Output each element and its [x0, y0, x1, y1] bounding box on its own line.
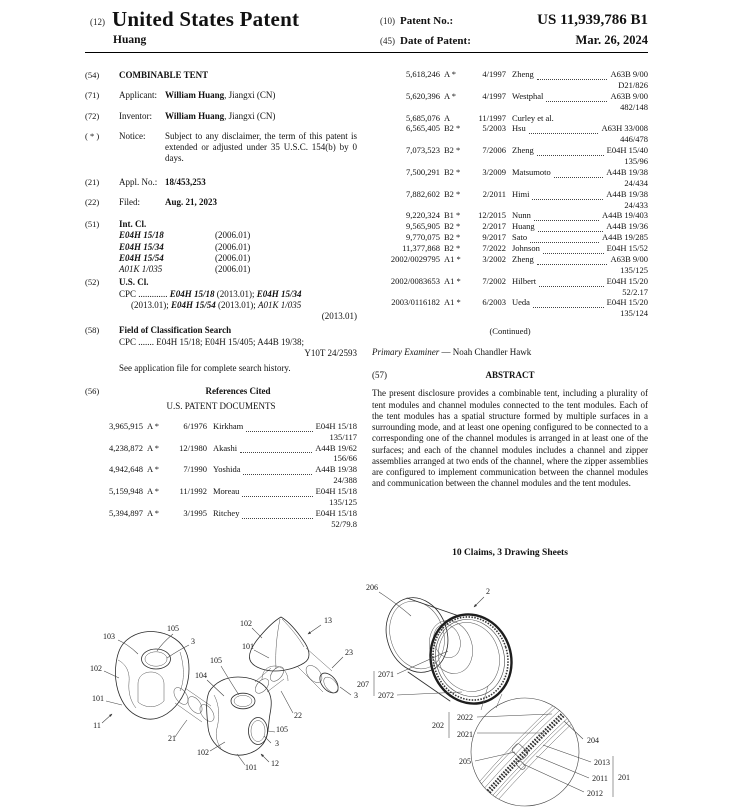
- ref-number: 5,618,246: [406, 69, 440, 79]
- ref-classification: A63H 33/008: [601, 123, 648, 134]
- ref-date: 6/2003: [482, 297, 506, 308]
- ref-inventor: Kirkham: [213, 420, 244, 431]
- ref-kind-code: B1 *: [444, 210, 461, 221]
- ref-inventor: Ritchey: [213, 507, 240, 518]
- ref-kind-code: B2 *: [444, 188, 461, 199]
- ref-kind-code: B2 *: [444, 221, 461, 232]
- fig2-label-2022: 2022: [457, 713, 473, 722]
- cpc-line-1: [119, 289, 357, 300]
- fig1-label-102c: 102: [197, 748, 209, 757]
- applicant-location: , Jiangxi (CN): [224, 90, 276, 101]
- ref-classification-cont: 482/148: [620, 101, 648, 112]
- ref-inventor: Himi: [512, 188, 530, 199]
- ref-main: [207, 421, 357, 432]
- ref-classification-cont: 52/79.8: [331, 518, 357, 529]
- ref-main: [506, 210, 648, 221]
- fig2-label-2012: 2012: [587, 789, 603, 798]
- fig2-label-202: 202: [432, 721, 444, 730]
- class-code: E04H 15/18: [119, 230, 164, 241]
- ref-inventor: Sato: [512, 232, 528, 243]
- ref-classification: A44B 19/285: [601, 232, 648, 243]
- inid-22: (22): [85, 196, 100, 207]
- inid-code-10: (10): [380, 16, 395, 26]
- primary-examiner-label: Primary Examiner: [372, 346, 440, 357]
- patent-date-row: [380, 33, 648, 48]
- ref-inventor: Ueda: [512, 297, 530, 308]
- ref-classification: E04H 15/20: [606, 275, 648, 286]
- reference-row: [372, 297, 648, 319]
- zipper-detail-circle: [471, 698, 579, 808]
- field-71-applicant: [85, 90, 357, 101]
- ref-main: [506, 145, 648, 156]
- inventor-value: [165, 111, 357, 122]
- ref-number: 4,238,872: [109, 442, 143, 453]
- ref-date: 11/1997: [478, 112, 506, 123]
- ref-classification: A44B 19/38: [606, 166, 648, 177]
- ref-inventor: Zheng: [512, 145, 534, 156]
- search-line-1: CPC ....... E04H 15/18; E04H 15/405; A44B 19/38;: [119, 336, 305, 347]
- inid-51: (51): [85, 219, 100, 229]
- ref-inventor: Nunn: [512, 210, 531, 221]
- fig2-label-2072: 2072: [378, 691, 394, 700]
- ref-kind-code: A *: [147, 486, 160, 496]
- ref-number: 5,159,948: [109, 486, 143, 496]
- ref-classification: E04H 15/18: [315, 420, 357, 431]
- ref-kind-code: A *: [147, 420, 160, 431]
- ref-inventor: Matsumoto: [512, 166, 551, 177]
- cpc-version: (2013.01);: [214, 288, 257, 299]
- ref-date: 7/2022: [482, 243, 506, 253]
- ref-classification-cont: 24/433: [624, 199, 648, 210]
- ref-inventor: Hsu: [512, 123, 526, 134]
- ref-main: [207, 443, 357, 454]
- ref-classification-cont: 24/434: [624, 177, 648, 188]
- ref-number: 5,620,396: [406, 90, 440, 101]
- patent-number: US 11,939,786 B1: [537, 12, 648, 28]
- primary-examiner-name: — Noah Chandler Hawk: [439, 346, 532, 357]
- applicant-label: Applicant:: [119, 90, 157, 101]
- ref-main: [506, 113, 648, 124]
- abstract-text: The present disclosure provides a combinable tent, including a plurality of tent modules and channel modules connected to the tent modules. Each of the tent modules has a spatial structure formed by multiple surfaces in a surrounding mode, and at least one opening configured to be connected to a corresponding one of the channel modules is arranged in at least one of the surfaces; and each of the channel modules includes a channel and zipper assemblies arranged at two ends of the channel, where the zipper assemblies are configured to implement communication between the channel modules and communication between the channel modules and the tent modules.: [372, 388, 648, 489]
- ref-date: 3/1995: [183, 507, 207, 518]
- cpc-line-3: [119, 311, 357, 322]
- inid-71: (71): [85, 90, 100, 101]
- fig2-label-206: 206: [366, 583, 378, 592]
- fig1-label-101b: 101: [242, 642, 254, 651]
- fig1-label-102b: 102: [240, 619, 252, 628]
- cpc-version: (2013.01);: [131, 299, 171, 310]
- filed-value: Aug. 21, 2023: [165, 196, 218, 207]
- references-table-right: [372, 69, 648, 319]
- inid-52: (52): [85, 277, 100, 288]
- ref-main: [506, 232, 648, 243]
- cpc-version: (2013.01);: [215, 299, 259, 310]
- inid-54: (54): [85, 70, 100, 80]
- fig1-label-105c: 105: [276, 725, 288, 734]
- ref-kind-code: B2 *: [444, 166, 461, 177]
- ref-kind-code: A *: [147, 507, 160, 518]
- int-cl-block: [119, 219, 357, 275]
- ref-kind-code: A *: [147, 464, 160, 475]
- fig1-label-3b: 3: [354, 691, 358, 700]
- ref-number: 2002/0083653: [390, 275, 440, 286]
- invention-title: COMBINABLE TENT: [119, 70, 209, 80]
- fig1-reference-numerals: [90, 616, 358, 772]
- fig1-label-23: 23: [345, 648, 353, 657]
- primary-examiner-line: [372, 347, 648, 358]
- field-56-references: [85, 386, 357, 397]
- ref-date: 5/2003: [482, 123, 506, 134]
- ref-classification: A63B 9/00: [610, 253, 648, 264]
- applicant-name: William Huang: [165, 90, 225, 101]
- us-cl-label: U.S. Cl.: [119, 277, 149, 288]
- ref-kind-code: A1 *: [444, 253, 461, 264]
- ref-classification: A44B 19/38: [606, 188, 648, 199]
- abstract-heading: ABSTRACT: [485, 370, 535, 380]
- cpc-code: E04H 15/18: [169, 288, 215, 299]
- notice-label: Notice:: [119, 130, 146, 141]
- ref-classification-cont: 135/125: [329, 496, 357, 507]
- inid-star: ( * ): [85, 130, 100, 141]
- ref-classification-cont: 24/388: [333, 475, 357, 486]
- ref-kind-code: A *: [147, 442, 160, 453]
- int-cl-row: [119, 230, 357, 241]
- fig1-label-101: 101: [92, 694, 104, 703]
- class-version: (2006.01): [215, 230, 251, 241]
- ref-kind-code: B2 *: [444, 232, 461, 243]
- ref-classification: A63B 9/00: [610, 90, 648, 101]
- us-cl-block: [119, 277, 357, 322]
- reference-row: [85, 421, 357, 443]
- reference-row: [85, 486, 357, 508]
- int-cl-label: Int. Cl.: [119, 219, 147, 229]
- search-line-3: See application file for complete search history.: [119, 363, 291, 373]
- ref-main: [506, 167, 648, 178]
- ref-date: 2/2011: [482, 188, 506, 199]
- ref-inventor: Huang: [512, 221, 535, 232]
- search-block: [119, 325, 357, 374]
- ref-main: [506, 254, 648, 265]
- class-code: A01K 1/035: [119, 264, 163, 274]
- ref-classification-cont: 52/2.17: [622, 286, 648, 297]
- ref-number: 9,220,324: [406, 210, 440, 221]
- class-version: (2006.01): [215, 252, 251, 263]
- ref-main: [506, 189, 648, 200]
- inid-code-45: (45): [380, 36, 395, 46]
- field-22-filed: [85, 197, 357, 208]
- header-right: [380, 12, 648, 52]
- reference-row: [372, 276, 648, 298]
- cpc-code: E04H 15/34: [256, 288, 302, 299]
- fig2-label-207: 207: [357, 680, 369, 689]
- ref-inventor: Hilbert: [512, 275, 537, 286]
- field-58-search: [85, 325, 357, 374]
- inid-code-12: (12): [90, 17, 105, 27]
- ref-classification-cont: 446/478: [620, 134, 648, 145]
- fig1-label-101c: 101: [245, 763, 257, 772]
- reference-row: [372, 145, 648, 167]
- ref-inventor: Yoshida: [213, 464, 241, 475]
- right-column: [372, 69, 648, 559]
- inventor-location: , Jiangxi (CN): [224, 110, 276, 121]
- ref-number: 7,500,291: [406, 166, 440, 177]
- fig1-leader-lines: [102, 625, 351, 765]
- cpc-line-2: [119, 300, 357, 311]
- ref-date: 12/2015: [478, 210, 506, 221]
- ref-inventor: Moreau: [213, 486, 240, 496]
- inid-72: (72): [85, 110, 100, 121]
- ref-classification: E04H 15/18: [315, 507, 357, 518]
- ref-main: [207, 464, 357, 475]
- ref-classification: E04H 15/18: [315, 486, 357, 496]
- field-21-appl-no: [85, 177, 357, 188]
- inid-57: (57): [372, 370, 387, 380]
- ref-kind-code: A *: [444, 69, 457, 79]
- ref-number: 6,565,405: [406, 123, 440, 134]
- ref-classification-cont: 135/96: [624, 156, 648, 166]
- reference-row: [372, 189, 648, 211]
- reference-row: [85, 464, 357, 486]
- fig1-label-21: 21: [168, 734, 176, 743]
- fig2-label-204: 204: [587, 736, 599, 745]
- search-label: Field of Classification Search: [119, 325, 232, 336]
- references-table-left: [85, 421, 357, 530]
- fig1-label-105b: 105: [210, 656, 222, 665]
- reference-row: [85, 443, 357, 465]
- ref-classification-cont: 135/117: [329, 431, 357, 442]
- cpc-prefix: CPC .............: [119, 288, 170, 299]
- field-72-inventor: [85, 111, 357, 122]
- abstract-heading-row: [372, 370, 648, 381]
- figure-channel-module: [355, 575, 650, 810]
- ref-date: 4/1997: [482, 90, 506, 101]
- ref-main: [207, 486, 357, 497]
- inid-21: (21): [85, 176, 100, 187]
- fig1-label-11: 11: [93, 721, 101, 730]
- search-line-2: Y10T 24/2593: [304, 347, 357, 358]
- reference-row: [372, 232, 648, 243]
- ref-number: 2002/0029795: [390, 253, 440, 264]
- claims-summary: 10 Claims, 3 Drawing Sheets: [452, 547, 568, 558]
- ref-date: 7/2006: [482, 145, 506, 156]
- ref-date: 2/2017: [482, 221, 506, 232]
- ref-date: 4/1997: [482, 69, 506, 79]
- us-patent-documents-heading: U.S. PATENT DOCUMENTS: [166, 400, 276, 411]
- ref-kind-code: A1 *: [444, 275, 461, 286]
- reference-row: [85, 508, 357, 530]
- appl-no-label: Appl. No.:: [119, 176, 158, 187]
- ref-classification-cont: 156/66: [333, 453, 357, 464]
- ref-main: [207, 508, 357, 519]
- ref-classification: A44B 19/62: [315, 442, 357, 453]
- cpc-code: A01K 1/035: [258, 299, 302, 310]
- channel-cylinder-drawing: [377, 590, 523, 715]
- ref-classification-cont: 135/124: [620, 308, 648, 319]
- header-rule: [85, 52, 648, 53]
- ref-main: [506, 123, 648, 134]
- ref-main: [506, 243, 648, 254]
- left-column: [85, 70, 357, 530]
- ref-date: 12/1980: [179, 442, 207, 453]
- int-cl-row: [119, 242, 357, 253]
- ref-main: [506, 69, 648, 80]
- ref-kind-code: A: [444, 112, 451, 123]
- fig2-label-201: 201: [618, 773, 630, 782]
- reference-row: [372, 243, 648, 254]
- class-code: E04H 15/34: [119, 241, 164, 252]
- ref-number: 4,942,648: [109, 464, 143, 475]
- ref-main: [506, 91, 648, 102]
- ref-inventor: Zheng: [512, 253, 534, 264]
- ref-classification: A63B 9/00: [610, 69, 648, 79]
- spacer: [614, 370, 648, 381]
- fig1-label-105: 105: [167, 624, 179, 633]
- fig2-label-2021: 2021: [457, 730, 473, 739]
- class-code: E04H 15/54: [119, 252, 164, 263]
- inid-58: (58): [85, 325, 100, 336]
- ref-kind-code: B2 *: [444, 243, 461, 253]
- fig2-label-2071: 2071: [378, 670, 394, 679]
- ref-number: 11,377,868: [402, 243, 440, 253]
- ref-inventor: Johnson: [512, 243, 540, 253]
- ref-number: 5,685,076: [406, 112, 440, 123]
- fig1-label-13: 13: [324, 616, 332, 625]
- ref-date: 3/2002: [482, 253, 506, 264]
- inid-56: (56): [85, 386, 100, 397]
- ref-number: 3,965,915: [109, 420, 143, 431]
- field-51-int-cl: [85, 219, 357, 275]
- ref-classification: E04H 15/40: [606, 145, 648, 156]
- ref-date: 9/2017: [482, 232, 506, 243]
- ref-number: 2003/0116182: [391, 297, 440, 308]
- ref-date: 7/2002: [482, 275, 506, 286]
- ref-number: 9,770,075: [406, 232, 440, 243]
- fig2-label-2: 2: [486, 587, 490, 596]
- ref-inventor: Zheng: [512, 69, 534, 79]
- cpc-code: E04H 15/54: [171, 299, 216, 310]
- page-title: United States Patent: [112, 7, 300, 31]
- fig1-label-104: 104: [195, 671, 207, 680]
- ref-classification-cont: 135/125: [620, 264, 648, 275]
- figure-tent-modules: [85, 592, 365, 807]
- date-of-patent-label: Date of Patent:: [400, 35, 471, 47]
- reference-row: [372, 69, 648, 91]
- appl-no-value: 18/453,253: [165, 176, 206, 187]
- ref-classification: A44B 19/403: [601, 210, 648, 221]
- ref-main: [506, 297, 648, 308]
- fig2-label-2013: 2013: [594, 758, 610, 767]
- ref-classification: E04H 15/52: [606, 243, 648, 253]
- applicant-value: [165, 90, 357, 101]
- inventor-surname: Huang: [113, 34, 147, 46]
- ref-number: 7,073,523: [406, 145, 440, 156]
- ref-main: [506, 276, 648, 287]
- reference-row: [372, 91, 648, 113]
- ref-number: 5,394,897: [109, 507, 143, 518]
- ref-classification: E04H 15/20: [606, 297, 648, 308]
- ref-classification: A44B 19/36: [606, 221, 648, 232]
- patent-date: Mar. 26, 2024: [575, 33, 648, 47]
- fig1-label-3: 3: [191, 637, 195, 646]
- ref-kind-code: A1 *: [444, 297, 461, 308]
- notice-text: Subject to any disclaimer, the term of this patent is extended or adjusted under 35 U.S.C. 154(b) by 0 days.: [165, 130, 357, 164]
- field-54-title: [85, 70, 357, 81]
- ref-date: 6/1976: [183, 420, 207, 431]
- ref-date: 11/1992: [179, 486, 207, 496]
- cpc-version: (2013.01): [321, 311, 357, 321]
- reference-row: [372, 254, 648, 276]
- ref-kind-code: A *: [444, 90, 457, 101]
- ref-classification: A44B 19/38: [315, 464, 357, 475]
- fig1-label-103: 103: [103, 632, 115, 641]
- fig1-label-12: 12: [271, 759, 279, 768]
- reference-row: [372, 113, 648, 124]
- field-52-us-cl: [85, 277, 357, 322]
- ref-kind-code: B2 *: [444, 123, 461, 134]
- ref-main: [506, 221, 648, 232]
- ref-number: 7,882,602: [406, 188, 440, 199]
- fig2-label-205: 205: [459, 757, 471, 766]
- patent-no-label: Patent No.:: [400, 15, 454, 27]
- class-version: (2006.01): [215, 264, 251, 274]
- inventor-label: Inventor:: [119, 110, 152, 121]
- ref-date: 7/1990: [183, 464, 207, 475]
- fig1-label-22: 22: [294, 711, 302, 720]
- ref-number: 9,565,905: [406, 221, 440, 232]
- ref-inventor: Westphal: [512, 90, 544, 101]
- references-cited-heading: References Cited: [205, 386, 271, 397]
- int-cl-row: [119, 264, 357, 275]
- int-cl-row: [119, 253, 357, 264]
- ref-inventor: Curley et al.: [512, 112, 554, 123]
- patent-number-row: [380, 12, 648, 29]
- continued-note: (Continued): [489, 326, 531, 337]
- reference-row: [372, 123, 648, 145]
- ref-date: 3/2009: [482, 166, 506, 177]
- ref-kind-code: B2 *: [444, 145, 461, 156]
- notice-field: [85, 131, 357, 165]
- reference-row: [372, 221, 648, 232]
- ref-classification-cont: D21/826: [618, 79, 648, 90]
- class-version: (2006.01): [215, 241, 251, 252]
- tent-module-13-drawing: [249, 617, 341, 696]
- fig1-label-102: 102: [90, 664, 102, 673]
- ref-inventor: Akashi: [213, 442, 238, 453]
- reference-row: [372, 210, 648, 221]
- fig2-label-2011: 2011: [592, 774, 608, 783]
- filed-label: Filed:: [119, 196, 141, 207]
- fig1-label-3c: 3: [275, 739, 279, 748]
- inventor-name: William Huang: [165, 110, 225, 121]
- reference-row: [372, 167, 648, 189]
